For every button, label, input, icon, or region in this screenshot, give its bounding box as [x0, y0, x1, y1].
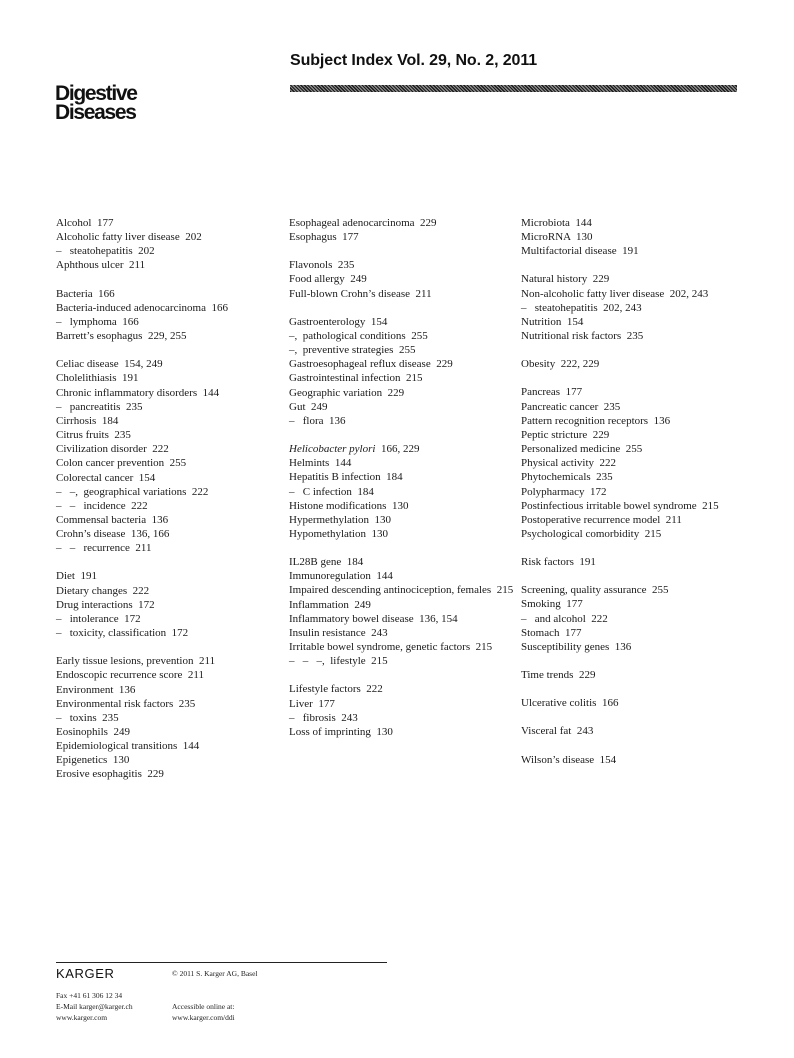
index-entry: Nutritional risk factors 235 — [521, 330, 644, 343]
online-access — [172, 1001, 235, 1023]
index-entry: Alcohol 177 — [56, 217, 114, 229]
index-group — [521, 583, 736, 654]
title-rule-bar — [290, 85, 737, 92]
index-entry: Natural history 229 — [521, 273, 610, 286]
index-entry: Inflammatory bowel disease 136, 154 — [289, 612, 458, 625]
index-group — [521, 696, 736, 710]
index-entry: Cholelithiasis 191 — [56, 372, 139, 385]
index-entry: Esophageal adenocarcinoma 229 — [289, 217, 437, 229]
index-entry: Citrus fruits 235 — [56, 429, 131, 442]
index-entry: Diet 191 — [56, 570, 97, 583]
index-entry: Postinfectious irritable bowel syndrome 215 — [521, 499, 719, 512]
index-entry: Endoscopic recurrence score 211 — [56, 669, 205, 682]
index-entry: Cirrhosis 184 — [56, 414, 119, 427]
index-entry: Flavonols 235 — [289, 259, 355, 272]
index-entry: Gastroenterology 154 — [289, 315, 388, 328]
index-entry: Smoking 177 — [521, 598, 583, 611]
index-entry: Erosive esophagitis 229 — [56, 768, 164, 781]
fax-number: Fax +41 61 306 12 34 — [56, 991, 123, 1000]
index-entry: Obesity 222, 229 — [521, 358, 600, 371]
index-group — [521, 357, 736, 371]
index-entry: MicroRNA 130 — [521, 231, 593, 244]
index-entry: Postoperative recurrence model 211 — [521, 513, 682, 526]
index-group — [289, 258, 519, 300]
index-entry: – pancreatitis 235 — [56, 400, 143, 413]
index-entry — [289, 442, 519, 456]
index-entry: Environment 136 — [56, 683, 136, 696]
index-entry: – and alcohol 222 — [521, 612, 608, 625]
index-entry: Helmints 144 — [289, 457, 352, 470]
index-entry: Inflammation 249 — [289, 598, 371, 611]
index-entry: – steatohepatitis 202 — [56, 245, 155, 258]
index-entry: Microbiota 144 — [521, 217, 592, 229]
journal-logo-line1: Digestive — [55, 82, 137, 105]
index-entry: Immunoregulation 144 — [289, 570, 393, 583]
index-entry: – intolerance 172 — [56, 612, 141, 625]
index-entry: Bacteria-induced adenocarcinoma 166 — [56, 301, 228, 314]
index-entry: Gastroesophageal reflux disease 229 — [289, 358, 453, 371]
publisher-logo: KARGER — [56, 966, 115, 981]
index-entry: Lifestyle factors 222 — [289, 683, 383, 696]
index-entry: Screening, quality assurance 255 — [521, 584, 669, 597]
index-entry: Physical activity 222 — [521, 457, 617, 470]
index-entry: Pancreas 177 — [521, 386, 583, 399]
copyright-notice — [172, 968, 257, 979]
index-entry: Multifactorial disease 191 — [521, 245, 639, 258]
index-entry: Hypomethylation 130 — [289, 527, 388, 540]
index-entry: Peptic stricture 229 — [521, 428, 610, 441]
website-link[interactable]: www.karger.com — [56, 1013, 108, 1022]
index-entry: Full-blown Crohn’s disease 211 — [289, 287, 432, 300]
index-group — [521, 555, 736, 569]
index-entry: Dietary changes 222 — [56, 584, 150, 597]
index-entry: Stomach 177 — [521, 626, 582, 639]
index-entry: Environmental risk factors 235 — [56, 697, 196, 710]
index-entry: Ulcerative colitis 166 — [521, 697, 619, 710]
index-entry: Pancreatic cancer 235 — [521, 400, 621, 413]
index-entry: Gastrointestinal infection 215 — [289, 372, 423, 385]
index-entry: Barrett’s esophagus 229, 255 — [56, 330, 187, 343]
journal-logo — [55, 84, 137, 122]
index-entry: Bacteria 166 — [56, 287, 115, 300]
index-group — [289, 682, 519, 739]
index-entry: Risk factors 191 — [521, 556, 596, 569]
index-entry: Colorectal cancer 154 — [56, 471, 156, 484]
copyright-text: © 2011 S. Karger AG, Basel — [172, 969, 258, 978]
index-group — [521, 724, 736, 738]
index-group — [56, 287, 286, 344]
index-column-1 — [56, 216, 286, 796]
index-group — [289, 216, 519, 244]
index-group — [521, 753, 736, 767]
email-address: E-Mail karger@karger.ch — [56, 1002, 133, 1011]
index-entry: –, preventive strategies 255 — [289, 344, 416, 357]
accessible-url[interactable]: www.karger.com/ddi — [172, 1013, 235, 1022]
page-title: Subject Index Vol. 29, No. 2, 2011 — [290, 52, 538, 69]
index-entry: Early tissue lesions, prevention 211 — [56, 655, 216, 668]
index-entry: Epidemiological transitions 144 — [56, 740, 200, 753]
index-term-italic: Helicobacter pylori — [289, 443, 376, 456]
footer-rule — [56, 962, 387, 963]
journal-logo-line2: Diseases — [55, 101, 136, 124]
index-entry: Drug interactions 172 — [56, 598, 155, 611]
index-pages: 166, 229 — [375, 443, 420, 456]
index-entry: Wilson’s disease 154 — [521, 753, 617, 766]
index-entry: Eosinophils 249 — [56, 726, 130, 738]
index-entry: Civilization disorder 222 — [56, 443, 169, 456]
index-entry: Personalized medicine 255 — [521, 443, 643, 456]
index-entry: – flora 136 — [289, 414, 346, 427]
index-group — [521, 668, 736, 682]
index-entry: – – recurrence 211 — [56, 542, 152, 555]
index-entry: Polypharmacy 172 — [521, 485, 607, 498]
index-entry: Colon cancer prevention 255 — [56, 457, 187, 470]
index-entry: Celiac disease 154, 249 — [56, 358, 163, 371]
index-group — [289, 555, 519, 668]
index-entry: – – –, lifestyle 215 — [289, 655, 388, 668]
index-entry: Epigenetics 130 — [56, 754, 130, 767]
index-column-2 — [289, 216, 519, 753]
index-entry: Crohn’s disease 136, 166 — [56, 528, 170, 541]
index-group — [521, 385, 736, 541]
index-entry: Alcoholic fatty liver disease 202 — [56, 231, 202, 244]
index-entry: Susceptibility genes 136 — [521, 640, 632, 653]
index-entry: Insulin resistance 243 — [289, 626, 388, 639]
accessible-label: Accessible online at: — [172, 1002, 235, 1011]
index-entry: – toxins 235 — [56, 711, 119, 724]
index-entry: – fibrosis 243 — [289, 711, 358, 724]
index-entry: Psychological comorbidity 215 — [521, 527, 662, 540]
index-entry: Aphthous ulcer 211 — [56, 259, 146, 272]
index-entry: Loss of imprinting 130 — [289, 725, 393, 738]
index-entry: Impaired descending antinociception, females 215 — [289, 584, 514, 597]
index-entry: – – incidence 222 — [56, 499, 148, 512]
index-entry: Hypermethylation 130 — [289, 513, 392, 526]
index-entry: Time trends 229 — [521, 669, 596, 682]
index-entry: Gut 249 — [289, 400, 328, 413]
index-group — [56, 569, 286, 640]
index-entry: Hepatitis B infection 184 — [289, 471, 403, 484]
index-entry: –, pathological conditions 255 — [289, 329, 428, 342]
index-entry: Liver 177 — [289, 697, 335, 710]
publisher-contact — [56, 990, 133, 1023]
index-entry: Esophagus 177 — [289, 231, 359, 244]
index-entry: Irritable bowel syndrome, genetic factors 215 — [289, 641, 493, 654]
index-entry: – –, geographical variations 222 — [56, 485, 209, 498]
index-entry: Chronic inflammatory disorders 144 — [56, 386, 220, 399]
index-entry: Non-alcoholic fatty liver disease 202, 243 — [521, 287, 709, 300]
index-group — [56, 654, 286, 781]
index-entry: Food allergy 249 — [289, 273, 367, 286]
index-column-3 — [521, 216, 736, 781]
index-group — [56, 357, 286, 555]
index-entry: – lymphoma 166 — [56, 315, 139, 328]
index-group — [521, 272, 736, 343]
index-entry: Commensal bacteria 136 — [56, 513, 169, 526]
index-entry: – steatohepatitis 202, 243 — [521, 301, 642, 314]
index-entry: Geographic variation 229 — [289, 386, 405, 399]
index-entry: – toxicity, classification 172 — [56, 627, 189, 640]
index-entry: Histone modifications 130 — [289, 499, 409, 512]
index-entry: Visceral fat 243 — [521, 725, 594, 738]
index-group — [289, 442, 519, 541]
index-entry: IL28B gene 184 — [289, 556, 364, 569]
index-group — [56, 216, 286, 273]
index-entry: Phytochemicals 235 — [521, 471, 613, 484]
index-entry: – C infection 184 — [289, 485, 374, 498]
index-group — [521, 216, 736, 258]
index-group — [289, 315, 519, 428]
index-entry: Nutrition 154 — [521, 315, 584, 328]
index-entry: Pattern recognition receptors 136 — [521, 414, 671, 427]
